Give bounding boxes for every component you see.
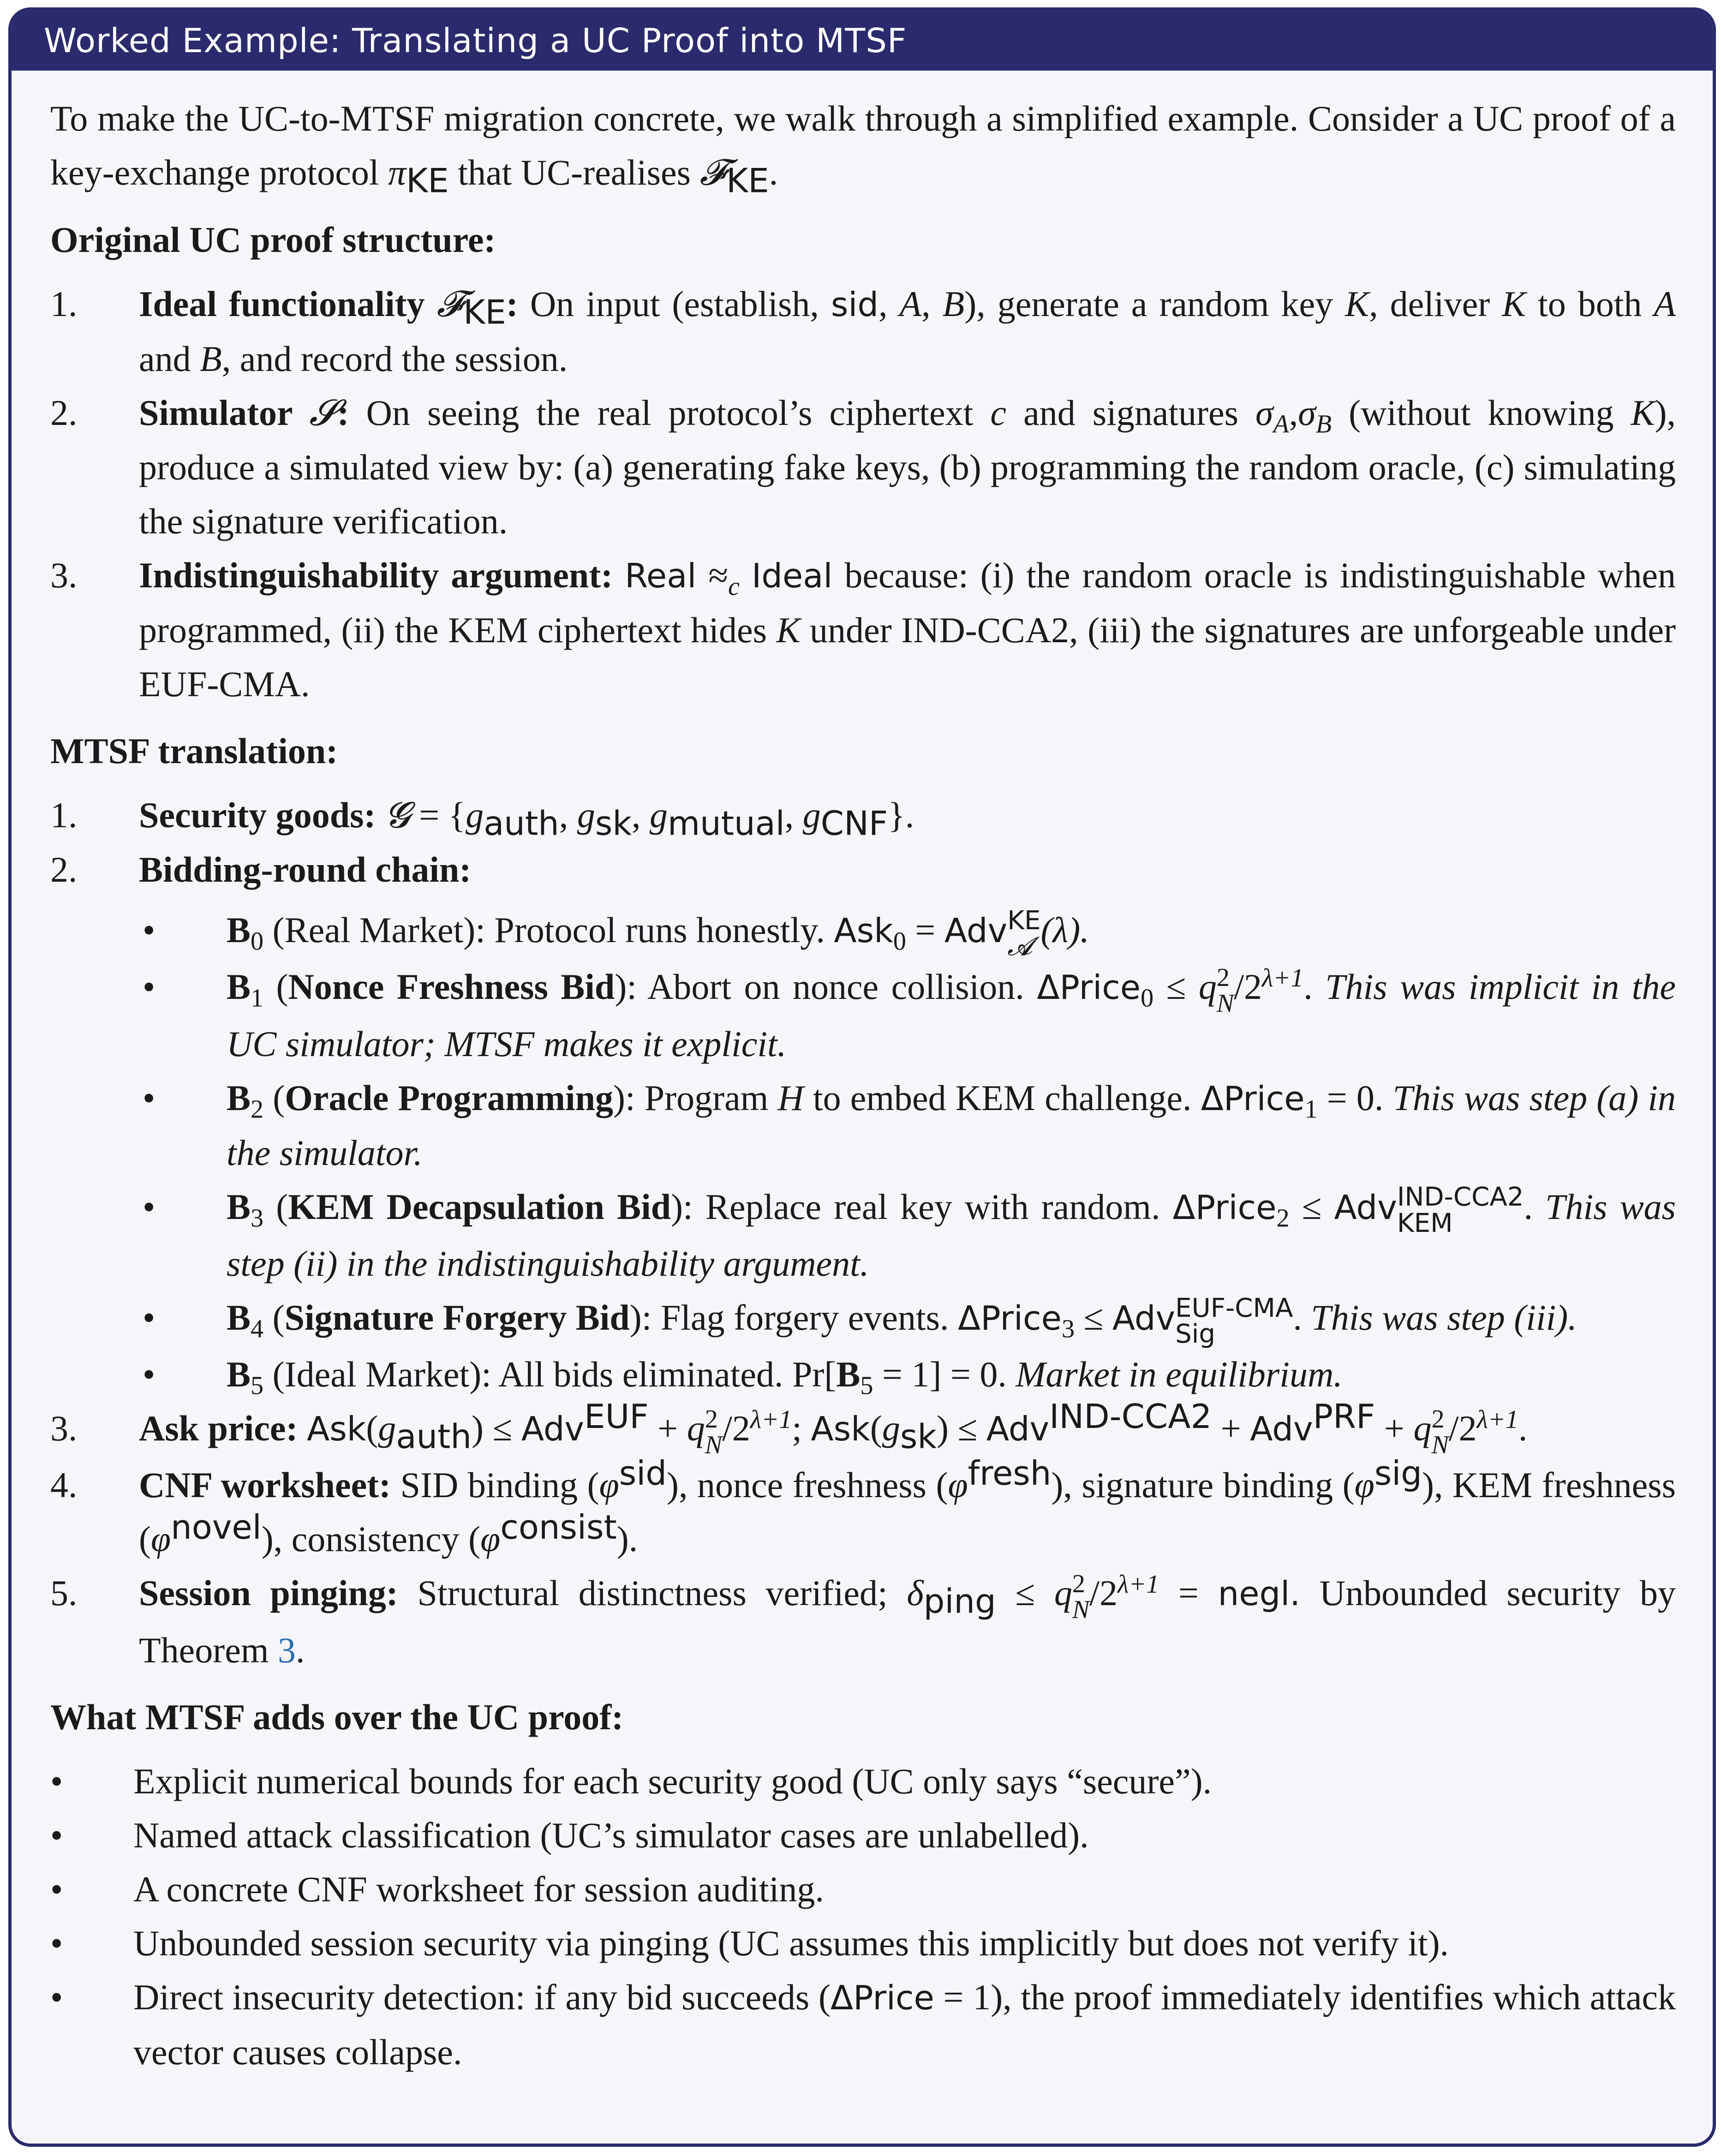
- delta-price-index: 2: [1276, 1204, 1290, 1233]
- box-content: [12, 71, 1713, 2079]
- adds-item: [50, 1916, 1676, 1970]
- bid-symbol: B: [227, 967, 251, 1007]
- bullet-icon: •: [143, 1077, 155, 1118]
- item-text: On seeing the real protocol’s ciphertext: [349, 393, 991, 433]
- item-text: because: (i) the random oracle is indistinguishable when programmed, (ii) the KEM ciphertext hides: [139, 555, 1676, 650]
- good-subscript: sk: [595, 804, 632, 843]
- query-symbol: q: [687, 1408, 705, 1448]
- phi-superscript: sid: [619, 1454, 667, 1493]
- item-text: and: [139, 339, 200, 379]
- bullet-icon: •: [143, 967, 155, 1007]
- key-symbol: K: [1345, 284, 1369, 324]
- adds-item-text: A concrete CNF worksheet for session auditing.: [133, 1869, 824, 1909]
- bid-text: .: [1524, 1186, 1546, 1227]
- good-symbol: g: [802, 795, 821, 835]
- functionality-subscript: KE: [463, 293, 506, 332]
- mtsf-item-chain: [50, 842, 1676, 1401]
- math-operator: ≤: [949, 1408, 986, 1448]
- delta-subscript: ping: [923, 1582, 996, 1621]
- adv-symbol: Adv: [1250, 1409, 1313, 1448]
- box-title: Worked Example: Translating a UC Proof into MTSF: [12, 11, 1713, 71]
- adv-superscript: IND-CCA2: [1049, 1397, 1212, 1436]
- ideal-label: Ideal: [752, 556, 833, 595]
- ask-symbol: Ask: [834, 911, 893, 950]
- item-text: ), KEM freshness (: [139, 1465, 1676, 1559]
- original-item-2: [50, 386, 1676, 548]
- item-lead-colon: :: [337, 393, 349, 433]
- bullet-icon: •: [50, 1923, 63, 1963]
- chain-item-b2: • $B_2$ (Oracle Programming): Program H to embed KEM challenge. ΔPrice$_1$ = 0. This was step (a) in the simulator.: [139, 1071, 1676, 1180]
- delta-price-symbol: ΔPrice: [1037, 968, 1141, 1007]
- item-text: ,: [1289, 393, 1298, 433]
- item-number: 1.: [50, 284, 78, 324]
- item-text: (without knowing: [1332, 393, 1631, 433]
- query-subscript: N: [1072, 1595, 1090, 1624]
- bid-text: : Flag forgery events.: [641, 1297, 958, 1338]
- math-operator: = {: [410, 795, 466, 835]
- chain-item-b4: • $B_4$ (Signature Forgery Bid): Flag forgery events. ΔPrice$_3$ ≤ Adv EUF-CMA Sig . This was step (iii).: [139, 1290, 1676, 1347]
- bid-name: KEM Decapsulation Bid: [288, 1186, 671, 1227]
- item-text: Unbounded security by Theorem: [139, 1573, 1676, 1670]
- bullet-icon: •: [143, 910, 155, 950]
- math-operator: +: [1212, 1408, 1250, 1448]
- item-text: ,: [921, 284, 943, 324]
- functionality-symbol: 𝓕: [699, 152, 727, 193]
- key-symbol: K: [1631, 393, 1655, 433]
- math-operator: +: [648, 1408, 687, 1448]
- adds-item: [50, 1862, 1676, 1916]
- exponent: λ+1: [1117, 1570, 1159, 1599]
- adv-subscript: KEM: [1397, 1208, 1453, 1238]
- good-subscript: auth: [396, 1417, 472, 1456]
- bid-symbol: B: [227, 1354, 251, 1394]
- original-item-3: [50, 548, 1676, 711]
- bid-text: .: [1303, 967, 1326, 1007]
- item-text: ), nonce freshness (: [667, 1465, 948, 1505]
- mtsf-item-ping: [50, 1566, 1676, 1677]
- bid-text: : Abort on nonce collision.: [627, 967, 1037, 1007]
- item-lead: Session pinging:: [139, 1573, 398, 1613]
- item-number: 1.: [50, 795, 78, 835]
- signature-b-subscript: B: [1315, 410, 1332, 439]
- query-symbol: q: [1198, 967, 1217, 1007]
- bid-index: 3: [251, 1204, 264, 1233]
- bullet-icon: •: [50, 1815, 63, 1855]
- bid-note: This was step (a) in the simulator.: [227, 1077, 1676, 1173]
- key-symbol: K: [776, 610, 801, 650]
- item-text: ), signature binding (: [1051, 1465, 1355, 1505]
- item-lead: Simulator: [139, 393, 310, 433]
- math-operator: ,: [632, 795, 650, 835]
- phi-superscript: sig: [1374, 1454, 1422, 1493]
- bid-note: This was implicit in the UC simulator; MTSF makes it explicit.: [227, 967, 1676, 1064]
- adds-item-text: Named attack classification (UC’s simulator cases are unlabelled).: [133, 1815, 1089, 1855]
- adds-item-text: = 1), the proof immediately identifies which attack vector causes collapse.: [133, 1977, 1676, 2072]
- adds-list: [50, 1754, 1676, 2079]
- delta-price-index: 3: [1061, 1314, 1075, 1344]
- item-lead: Bidding-round chain:: [139, 849, 472, 890]
- adds-item: [50, 1808, 1676, 1862]
- item-lead: CNF worksheet:: [139, 1465, 391, 1505]
- sid-symbol: sid: [831, 285, 879, 324]
- party-a: A: [1654, 284, 1676, 324]
- good-symbol: g: [577, 795, 595, 835]
- original-item-1: [50, 277, 1676, 386]
- query-subscript: N: [705, 1431, 723, 1460]
- functionality-subscript: KE: [726, 161, 769, 200]
- bid-index: 5: [860, 1371, 873, 1400]
- adds-item-text: Unbounded session security via pinging (UC assumes this implicitly but does not verify it).: [133, 1923, 1449, 1963]
- delta-symbol: δ: [907, 1573, 924, 1613]
- query-scripts: [705, 1406, 722, 1458]
- math-operator: /2: [1234, 967, 1262, 1007]
- bullet-icon: •: [143, 1297, 155, 1338]
- bid-name: Oracle Programming: [285, 1077, 613, 1118]
- math-operator: ,: [784, 795, 803, 835]
- math-operator: =: [1159, 1573, 1218, 1613]
- bid-text: : Program: [625, 1077, 778, 1118]
- query-superscript: 2: [705, 1404, 718, 1433]
- phi-superscript: novel: [171, 1508, 262, 1547]
- chain-item-b3: • $B_3$ (KEM Decapsulation Bid): Replace real key with random. ΔPrice$_2$ ≤ Adv IND-CCA2 KEM . This was step (ii) in the indistinguishability argument.: [139, 1180, 1676, 1290]
- signature-b-symbol: σ: [1298, 393, 1316, 433]
- good-subscript: sk: [900, 1417, 937, 1456]
- adds-item: [50, 1970, 1676, 2079]
- adv-superscript: IND-CCA2: [1397, 1182, 1524, 1212]
- adv-symbol: Adv: [986, 1409, 1050, 1448]
- item-number: 5.: [50, 1573, 78, 1613]
- bid-name: Real Market: [284, 910, 464, 950]
- item-number: 4.: [50, 1465, 78, 1505]
- item-lead: Ask price:: [139, 1408, 298, 1448]
- chain-item-b5: • $B_5$ (Ideal Market): All bids eliminated. $Pr[B_5 = 1] = 0$. Market in equilibrium.: [139, 1347, 1676, 1401]
- bullet-icon: •: [143, 1186, 155, 1227]
- ciphertext-symbol: c: [990, 393, 1007, 433]
- adv-symbol: Adv: [1334, 1188, 1397, 1227]
- good-symbol: g: [466, 795, 484, 835]
- pi-subscript: KE: [406, 161, 449, 200]
- mtsf-item-cnf: [50, 1454, 1676, 1566]
- adv-superscript: PRF: [1313, 1397, 1375, 1436]
- bid-index: 1: [251, 984, 264, 1013]
- math-operator: }.: [888, 795, 914, 835]
- query-superscript: 2: [1431, 1404, 1445, 1433]
- item-text: ), generate a random key: [964, 284, 1345, 324]
- functionality-symbol: 𝓕: [436, 283, 464, 325]
- bid-index: 2: [251, 1095, 264, 1124]
- query-scripts: [1072, 1571, 1089, 1623]
- adv-superscript: EUF-CMA: [1175, 1293, 1293, 1323]
- item-text: ), consistency (: [261, 1519, 481, 1559]
- intro-text: .: [769, 152, 778, 192]
- math-operator: /2: [1089, 1573, 1117, 1613]
- adv-superscript: EUF: [584, 1397, 649, 1436]
- negl-label: negl.: [1218, 1574, 1301, 1613]
- bid-symbol: B: [227, 910, 251, 950]
- bid-index: 0: [251, 927, 264, 956]
- party-a: A: [899, 284, 922, 324]
- item-text: , and record the session.: [221, 339, 568, 379]
- item-text: under IND-CCA2, (iii) the signatures are unforgeable under EUF-CMA.: [139, 610, 1676, 704]
- ask-index: 0: [893, 927, 906, 956]
- item-lead: Security goods:: [139, 795, 376, 835]
- item-lead-colon: :: [506, 284, 518, 324]
- good-symbol: g: [882, 1408, 900, 1448]
- key-symbol: K: [1502, 284, 1526, 324]
- bid-note: Market in equilibrium.: [1016, 1354, 1343, 1394]
- math-operator: /2: [722, 1408, 750, 1448]
- delta-price-symbol: ΔPrice: [958, 1298, 1062, 1338]
- bid-text: : All bids eliminated. Pr[: [481, 1354, 837, 1394]
- hash-symbol: H: [777, 1077, 804, 1118]
- bidding-chain-list: [139, 903, 1676, 1401]
- bid-note: This was step (ii) in the indistinguishability argument.: [227, 1186, 1676, 1284]
- original-list: [50, 277, 1676, 711]
- item-text: and signatures: [1006, 393, 1256, 433]
- exponent: λ+1: [1262, 964, 1304, 993]
- bullet-icon: •: [50, 1977, 63, 2017]
- adv-symbol: Adv: [1112, 1298, 1176, 1338]
- signature-a-subscript: A: [1273, 410, 1289, 439]
- item-number: 3.: [50, 1408, 78, 1448]
- query-symbol: q: [1054, 1573, 1072, 1613]
- bid-text: .: [1293, 1297, 1311, 1338]
- good-subscript: CNF: [820, 804, 888, 843]
- party-b: B: [200, 339, 222, 379]
- item-number: 2.: [50, 393, 78, 433]
- party-b: B: [942, 284, 965, 324]
- math-operator: ,: [559, 795, 577, 835]
- good-subscript: auth: [484, 804, 559, 843]
- item-text: SID binding (: [391, 1465, 599, 1505]
- exponent: λ+1: [1476, 1405, 1518, 1434]
- mtsf-list: [50, 788, 1676, 1677]
- item-text: ).: [616, 1519, 638, 1559]
- item-text: , deliver: [1369, 284, 1502, 324]
- item-lead: Indistinguishability argument:: [139, 555, 613, 595]
- goods-set-symbol: 𝓖: [384, 794, 410, 836]
- adv-subscript: Sig: [1175, 1319, 1216, 1349]
- chain-item-b1: • $B_1$ (Nonce Freshness Bid): Abort on nonce collision. ΔPrice$_0$ ≤ q 2 N $/2^{\lambda+1}$. This was implicit in the UC simulator; MTSF makes it explicit.: [139, 960, 1676, 1070]
- approx-subscript: c: [728, 572, 740, 601]
- intro-text: that UC-realises: [448, 152, 700, 192]
- phi-symbol: φ: [150, 1519, 171, 1559]
- ask-symbol: Ask: [306, 1409, 366, 1448]
- query-superscript: 2: [1216, 963, 1230, 992]
- adds-item-text: Direct insecurity detection: if any bid succeeds (: [133, 1977, 831, 2017]
- math-operator: ≤: [1289, 1186, 1334, 1227]
- item-text: Structural distinctness verified;: [398, 1573, 907, 1613]
- adv-scripts: [1007, 905, 1041, 962]
- query-subscript: N: [1216, 989, 1234, 1018]
- item-number: 3.: [50, 555, 78, 595]
- theorem-reference-link[interactable]: 3: [278, 1630, 296, 1670]
- bid-note: This was step (iii).: [1311, 1297, 1577, 1338]
- bid-text: to embed KEM challenge.: [803, 1077, 1201, 1118]
- query-symbol: q: [1413, 1408, 1432, 1448]
- query-scripts: [1217, 965, 1234, 1016]
- item-text: .: [296, 1630, 305, 1670]
- phi-superscript: fresh: [968, 1454, 1052, 1493]
- adv-scripts: [1397, 1184, 1524, 1236]
- ask-symbol: Ask: [811, 1409, 870, 1448]
- adds-item-text: Explicit numerical bounds for each security good (UC only says “secure”).: [133, 1761, 1212, 1801]
- chain-item-b0: • $B_0$ (Real Market): Protocol runs honestly. Ask$_0$ = Adv KE 𝓐 (λ).: [139, 903, 1676, 960]
- good-subscript: mutual: [668, 804, 785, 843]
- math-operator: ≤: [1075, 1297, 1112, 1338]
- bid-symbol: B: [836, 1354, 861, 1394]
- delta-price-index: 1: [1304, 1095, 1318, 1124]
- math-operator: .: [1518, 1408, 1528, 1448]
- phi-symbol: φ: [1354, 1465, 1374, 1505]
- bid-symbol: B: [227, 1186, 251, 1227]
- adv-subscript: 𝓐: [1007, 932, 1033, 962]
- original-heading: Original UC proof structure:: [50, 220, 496, 260]
- math-operator: ≤: [996, 1573, 1054, 1613]
- mtsf-item-goods: [50, 788, 1676, 842]
- bid-index: 4: [251, 1314, 264, 1344]
- math-operator: +: [1375, 1408, 1414, 1448]
- bid-text: = 1] = 0.: [873, 1354, 1016, 1394]
- item-text: ), produce a simulated view by: (a) generating fake keys, (b) programming the random oracle, (c) simulating the signature verification.: [139, 393, 1676, 541]
- item-text: On input (establish,: [518, 284, 831, 324]
- math-operator: ≤: [484, 1408, 521, 1448]
- query-subscript: N: [1431, 1431, 1449, 1460]
- bullet-icon: •: [143, 1354, 155, 1394]
- math-operator: /2: [1448, 1408, 1477, 1448]
- item-number: 2.: [50, 849, 78, 890]
- item-text: ,: [878, 284, 900, 324]
- pi-symbol: π: [388, 152, 406, 192]
- phi-symbol: φ: [599, 1465, 619, 1505]
- bid-symbol: B: [227, 1297, 251, 1338]
- query-superscript: 2: [1072, 1570, 1085, 1599]
- item-text: to both: [1526, 284, 1654, 324]
- approx-symbol: ≈: [708, 555, 729, 595]
- adv-scripts: [1175, 1293, 1293, 1349]
- query-scripts: [1431, 1406, 1448, 1458]
- delta-price-symbol: ΔPrice: [1172, 1188, 1277, 1227]
- mtsf-item-ask: 3. Ask price: $Ask(g_{auth}) \le Adv^{EUF} + q$ 2 N $/2^{\lambda+1}$; $Ask(g_{sk}) \le Adv^{IND-CCA2} + Adv^{PRF} + q$ 2 N $/2^{\lambda+1}$.: [50, 1397, 1528, 1460]
- adv-argument: (λ).: [1040, 910, 1089, 950]
- math-operator: ≤: [1153, 967, 1199, 1007]
- bid-name: Ideal Market: [284, 1354, 470, 1394]
- signature-a-symbol: σ: [1255, 393, 1273, 433]
- exponent: λ+1: [750, 1405, 792, 1434]
- intro-text: To make the UC-to-MTSF migration concrete, we walk through a simplified example. Consider a UC proof of a key-exchange protocol: [50, 98, 1676, 192]
- intro-paragraph: [50, 91, 1676, 200]
- good-symbol: g: [650, 795, 668, 835]
- bid-name: Signature Forgery Bid: [284, 1297, 630, 1338]
- math-operator: =: [906, 910, 944, 950]
- simulator-symbol: 𝓢: [309, 392, 337, 434]
- bid-index: 5: [251, 1371, 264, 1400]
- adds-heading: What MTSF adds over the UC proof:: [50, 1696, 624, 1737]
- adv-superscript: KE: [1007, 905, 1041, 936]
- bid-text: : Protocol runs honestly.: [475, 910, 834, 950]
- bid-symbol: B: [227, 1077, 251, 1118]
- phi-superscript: consist: [500, 1508, 617, 1547]
- math-operator: ;: [792, 1408, 811, 1448]
- real-label: Real: [625, 556, 697, 595]
- delta-price-index: 0: [1141, 984, 1154, 1013]
- adv-symbol: Adv: [521, 1409, 585, 1448]
- bullet-icon: •: [50, 1761, 63, 1801]
- phi-symbol: φ: [948, 1465, 968, 1505]
- item-lead: Ideal functionality: [139, 284, 437, 324]
- bullet-icon: •: [50, 1869, 63, 1909]
- phi-symbol: φ: [480, 1519, 501, 1559]
- bid-text: : Replace real key with random.: [683, 1186, 1173, 1227]
- mtsf-heading: MTSF translation:: [50, 731, 338, 771]
- good-symbol: g: [378, 1408, 396, 1448]
- delta-price-symbol: ΔPrice: [1201, 1079, 1305, 1118]
- adds-item: [50, 1754, 1676, 1808]
- adv-symbol: Adv: [944, 911, 1008, 950]
- bid-name: Nonce Freshness Bid: [288, 967, 615, 1007]
- worked-example-box: [8, 7, 1716, 2147]
- math-operator: = 0.: [1317, 1077, 1393, 1118]
- delta-price-symbol: ΔPrice: [830, 1978, 934, 2017]
